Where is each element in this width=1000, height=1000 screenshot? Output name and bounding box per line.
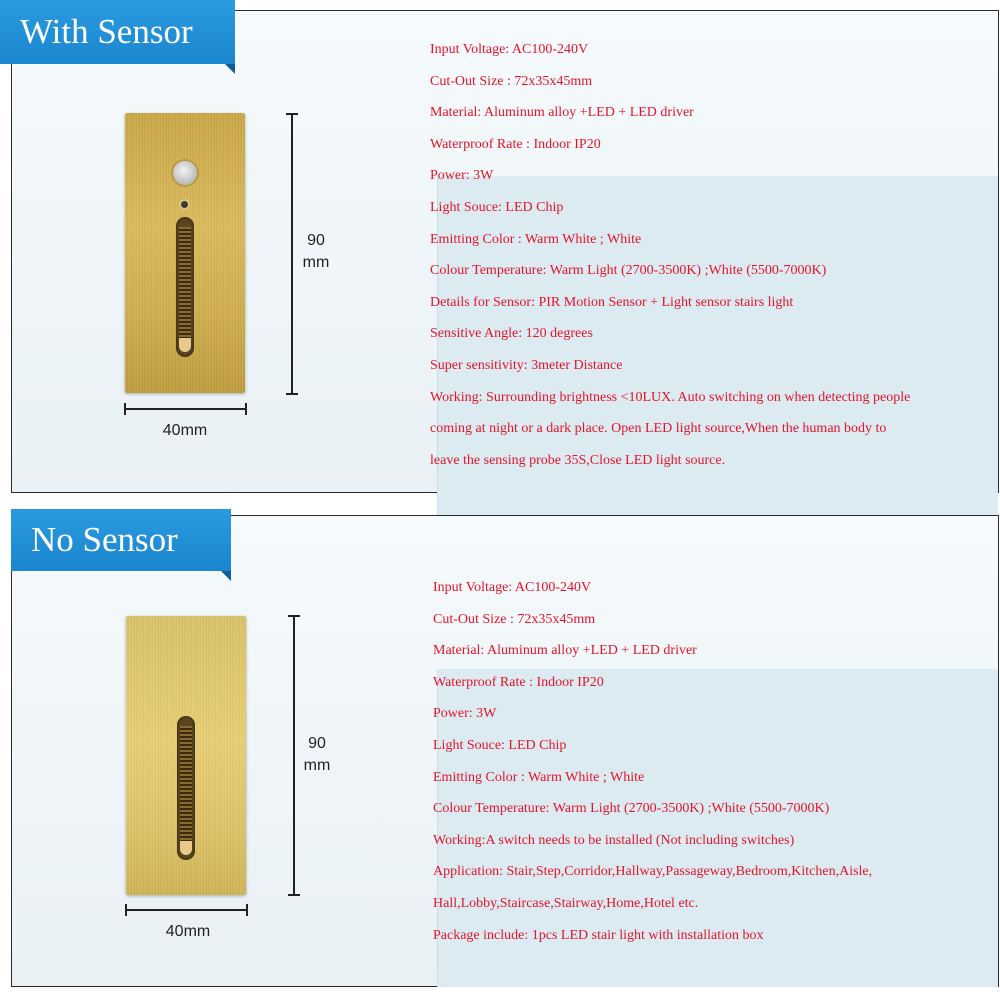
dimension-tick: [286, 393, 298, 395]
width-dimension-line: [124, 408, 246, 410]
height-value: 90: [308, 735, 326, 752]
spec-line: Working: Surrounding brightness <10LUX. Auto switching on when detecting people: [430, 389, 911, 405]
spec-line: Sensitive Angle: 120 degrees: [430, 326, 593, 342]
spec-line: Cut-Out Size : 72x35x45mm: [433, 611, 596, 627]
dimension-tick: [288, 894, 300, 896]
light-sensor-icon: [181, 201, 188, 208]
dimension-tick: [288, 615, 300, 617]
spec-line: Package include: 1pcs LED stair light with installation box: [433, 927, 764, 943]
height-dimension-line: [291, 114, 293, 394]
spec-line: Emitting Color : Warm White ; White: [430, 231, 642, 247]
tab-fold: [225, 64, 235, 74]
dimension-tick: [245, 403, 247, 415]
spec-line: Super sensitivity: 3meter Distance: [430, 357, 623, 373]
spec-line: Working:A switch needs to be installed (Not including switches): [433, 832, 795, 848]
height-label: [298, 230, 334, 274]
spec-line: Hall,Lobby,Staircase,Stairway,Home,Hotel etc.: [433, 895, 699, 911]
spec-line: Colour Temperature: Warm Light (2700-3500K) ;White (5500-7000K): [433, 801, 830, 817]
width-label: 40mm: [162, 422, 208, 439]
spec-line: Waterproof Rate : Indoor IP20: [430, 136, 601, 152]
spec-line: coming at night or a dark place. Open LED light source,When the human body to: [430, 421, 887, 437]
with-sensor-spec-list: [430, 34, 910, 476]
dimension-tick: [246, 904, 248, 916]
led-slot: [176, 217, 194, 357]
spec-line: Material: Aluminum alloy +LED + LED driver: [430, 105, 694, 121]
width-label: 40mm: [165, 923, 211, 940]
with-sensor-tab: With Sensor: [0, 0, 235, 64]
spec-line: Input Voltage: AC100-240V: [430, 42, 589, 57]
stair-light-with-sensor-image: [125, 113, 245, 393]
spec-line: Waterproof Rate : Indoor IP20: [433, 674, 604, 690]
height-unit: mm: [302, 254, 330, 271]
no-sensor-spec-list: [433, 572, 872, 951]
spec-line: Application: Stair,Step,Corridor,Hallway,Passageway,Bedroom,Kitchen,Aisle,: [433, 864, 873, 880]
spec-line: leave the sensing probe 35S,Close LED light source.: [430, 452, 726, 468]
height-unit: mm: [303, 757, 331, 774]
height-value: 90: [307, 232, 325, 249]
no-sensor-tab: No Sensor: [11, 509, 231, 571]
spec-line: Emitting Color : Warm White ; White: [433, 769, 645, 785]
spec-line: Light Souce: LED Chip: [430, 199, 564, 215]
pir-sensor-icon: [173, 161, 197, 185]
spec-line: Cut-Out Size : 72x35x45mm: [430, 73, 593, 89]
tab-fold: [221, 571, 231, 581]
spec-line: Input Voltage: AC100-240V: [433, 580, 592, 595]
dimension-tick: [286, 113, 298, 115]
height-label: [299, 733, 335, 777]
stair-light-no-sensor-image: [126, 616, 246, 895]
led-slot: [177, 716, 195, 860]
width-dimension-line: [125, 909, 247, 911]
height-dimension-line: [293, 616, 295, 895]
dimension-tick: [125, 904, 127, 916]
spec-line: Material: Aluminum alloy +LED + LED driver: [433, 643, 697, 659]
spec-line: Details for Sensor: PIR Motion Sensor + Light sensor stairs light: [430, 294, 794, 310]
spec-line: Power: 3W: [430, 168, 494, 184]
spec-line: Power: 3W: [433, 706, 497, 722]
dimension-tick: [124, 403, 126, 415]
spec-line: Colour Temperature: Warm Light (2700-3500K) ;White (5500-7000K): [430, 263, 827, 279]
spec-line: Light Souce: LED Chip: [433, 737, 567, 753]
